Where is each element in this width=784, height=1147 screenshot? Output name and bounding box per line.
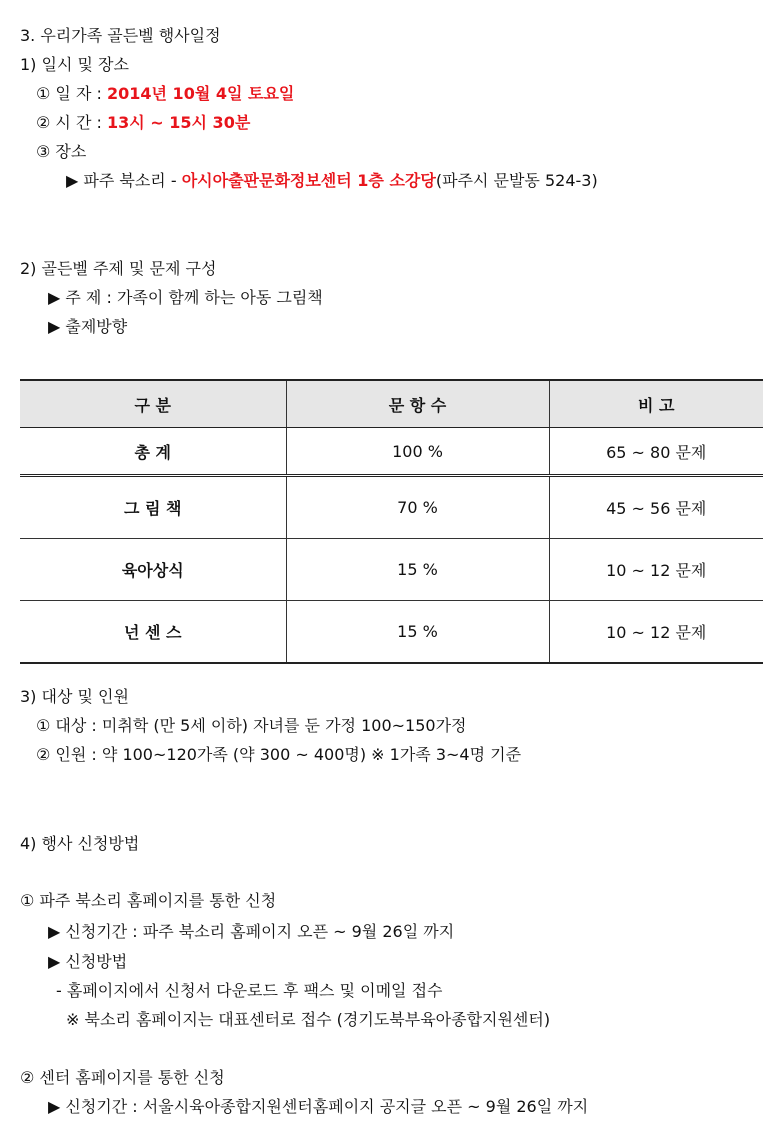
table-row [20, 539, 763, 601]
time-value: 13시 ~ 15시 30분 [107, 113, 251, 132]
row-note: 10 ~ 12 문제 [549, 601, 763, 664]
schedule-heading: 1) 일시 및 장소 [20, 55, 129, 74]
question-composition-table [20, 379, 763, 664]
place-prefix: ▶ 파주 북소리 - [66, 171, 182, 190]
row-category: 총 계 [20, 428, 286, 476]
date-line [36, 84, 294, 104]
method-1-note: ※ 북소리 홈페이지는 대표센터로 접수 (경기도북부육아종합지원센터) [66, 1010, 551, 1029]
time-line [36, 113, 250, 133]
apply-heading: 4) 행사 신청방법 [20, 834, 140, 853]
place-venue: 아시아출판문화정보센터 1층 소강당 [181, 171, 436, 190]
method-2-period: ▶ 신청기간 : 서울시육아종합지원센터홈페이지 공지글 오픈 ~ 9월 26일 까지 [48, 1097, 589, 1116]
row-ratio: 70 % [286, 476, 549, 539]
row-category: 넌 센 스 [20, 601, 286, 664]
method-2-title: ② 센터 홈페이지를 통한 신청 [20, 1068, 225, 1087]
row-category: 그 림 책 [20, 476, 286, 539]
row-note: 65 ~ 80 문제 [549, 428, 763, 476]
date-label: ① 일 자 : [36, 84, 107, 103]
row-ratio: 100 % [286, 428, 549, 476]
table-header-row [20, 380, 763, 428]
direction-line: ▶ 출제방향 [48, 317, 128, 336]
row-note: 45 ~ 56 문제 [549, 476, 763, 539]
place-line [66, 171, 598, 191]
section-3-title: 3. 우리가족 골든벨 행사일정 [20, 26, 221, 45]
header-count: 문 항 수 [286, 380, 549, 428]
theme-line: ▶ 주 제 : 가족이 함께 하는 아동 그림책 [48, 288, 323, 307]
method-1-detail: - 홈페이지에서 신청서 다운로드 후 팩스 및 이메일 접수 [56, 981, 443, 1000]
people-line: ② 인원 : 약 100~120가족 (약 300 ~ 400명) ※ 1가족 3~4명 기준 [36, 745, 522, 764]
header-category: 구 분 [20, 380, 286, 428]
target-heading: 3) 대상 및 인원 [20, 687, 129, 706]
method-1-title: ① 파주 북소리 홈페이지를 통한 신청 [20, 891, 277, 910]
date-value: 2014년 10월 4일 토요일 [107, 84, 295, 103]
row-ratio: 15 % [286, 601, 549, 664]
topic-heading: 2) 골든벨 주제 및 문제 구성 [20, 259, 217, 278]
method-1-method: ▶ 신청방법 [48, 952, 128, 971]
place-address: (파주시 문발동 524-3) [435, 171, 598, 190]
header-note: 비 고 [549, 380, 763, 428]
table-row-total [20, 428, 763, 476]
target-line: ① 대상 : 미취학 (만 5세 이하) 자녀를 둔 가정 100~150가정 [36, 716, 467, 735]
place-label: ③ 장소 [36, 142, 87, 161]
row-note: 10 ~ 12 문제 [549, 539, 763, 601]
row-category: 육아상식 [20, 539, 286, 601]
table-row [20, 601, 763, 664]
method-1-period: ▶ 신청기간 : 파주 북소리 홈페이지 오픈 ~ 9월 26일 까지 [48, 922, 455, 941]
time-label: ② 시 간 : [36, 113, 107, 132]
row-ratio: 15 % [286, 539, 549, 601]
table-row [20, 476, 763, 539]
